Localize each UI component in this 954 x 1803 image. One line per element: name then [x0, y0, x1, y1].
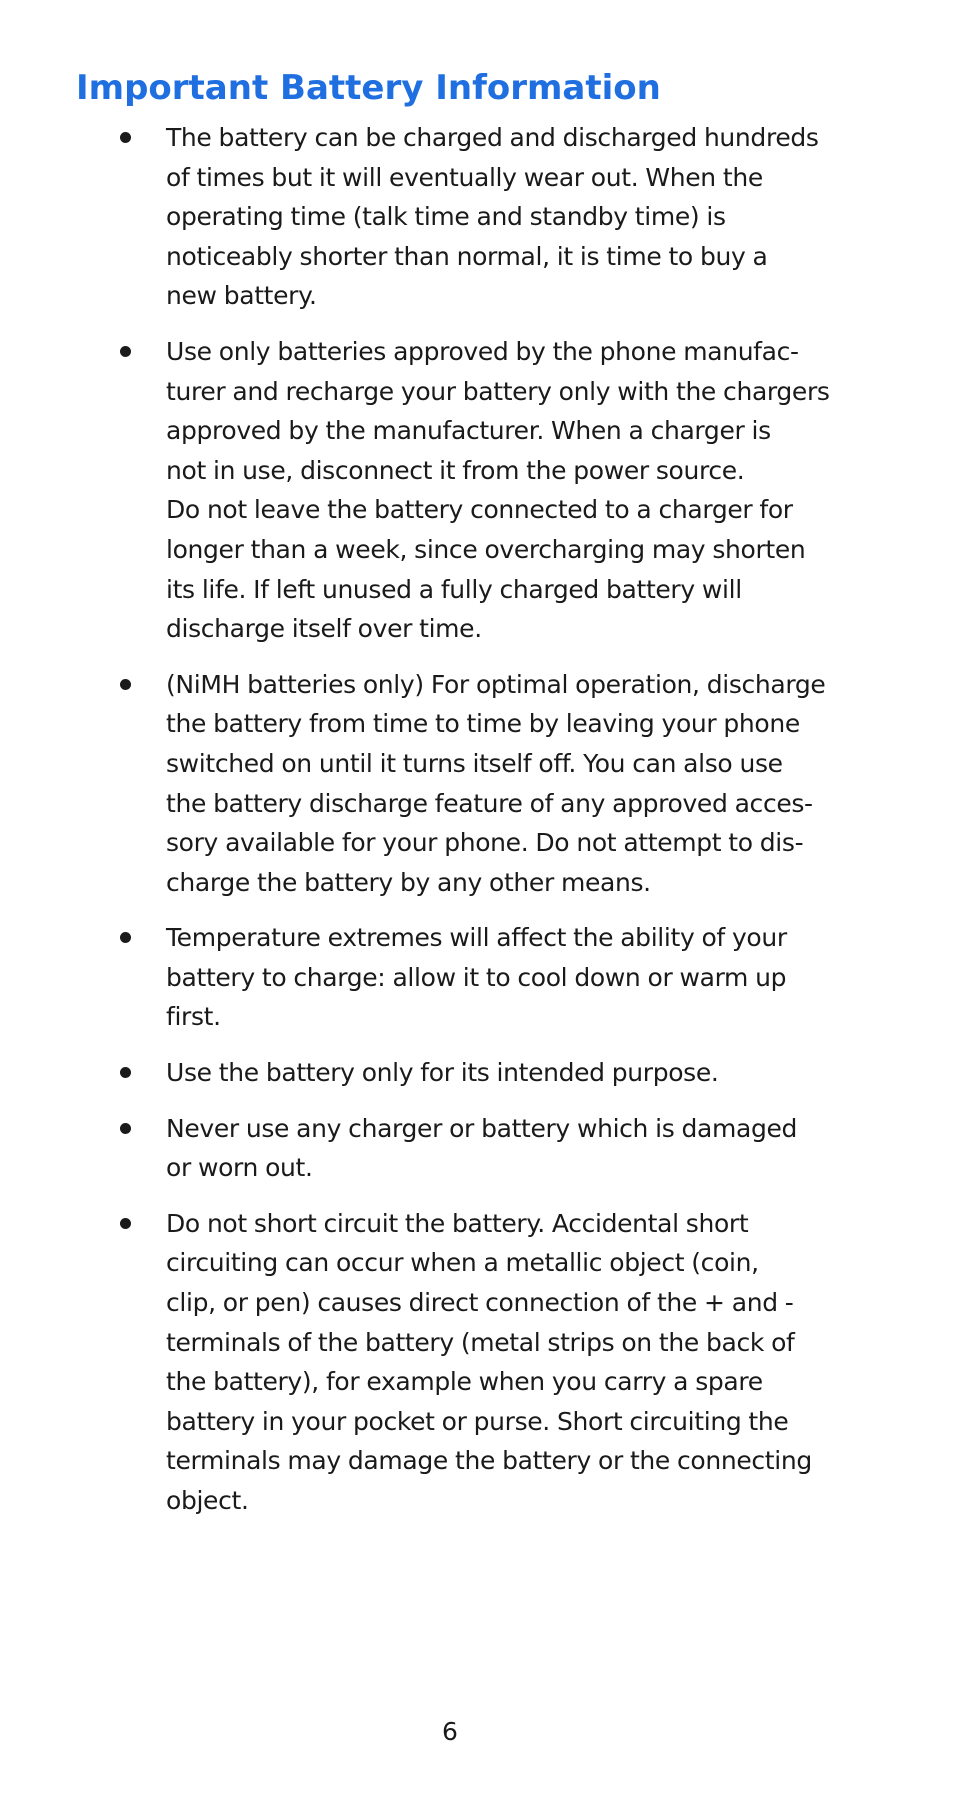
- text-line: Do not short circuit the battery. Accidental short: [166, 1208, 749, 1238]
- text-line: Never use any charger or battery which is damaged: [166, 1113, 798, 1143]
- text-line: Use only batteries approved by the phone manufac-: [166, 336, 799, 366]
- list-item-text: [166, 1109, 832, 1188]
- list-item-text: [166, 918, 832, 1037]
- text-line: terminals may damage the battery or the connecting: [166, 1446, 812, 1476]
- text-line: new battery.: [166, 281, 317, 311]
- list-item-text: [166, 1204, 832, 1521]
- text-line: the battery), for example when you carry a spare: [166, 1367, 763, 1397]
- text-line: of times but it will eventually wear out. When the: [166, 162, 763, 192]
- text-line: first.: [166, 1002, 221, 1032]
- text-line: (NiMH batteries only) For optimal operation, discharge: [166, 669, 826, 699]
- list-item: [0, 1053, 954, 1093]
- text-line: Use the battery only for its intended purpose.: [166, 1058, 719, 1088]
- text-line: switched on until it turns itself off. You can also use: [166, 748, 783, 778]
- page-number: 6: [442, 1717, 458, 1746]
- text-line: its life. If left unused a fully charged battery will: [166, 574, 742, 604]
- list-item: [0, 332, 954, 649]
- list-item: [0, 665, 954, 903]
- text-line: charge the battery by any other means.: [166, 867, 651, 897]
- text-line: the battery from time to time by leaving your phone: [166, 709, 800, 739]
- text-line: Do not leave the battery connected to a charger for: [166, 495, 793, 525]
- text-line: operating time (talk time and standby time) is: [166, 202, 726, 232]
- text-line: circuiting can occur when a metallic object (coin,: [166, 1248, 759, 1278]
- text-line: Temperature extremes will affect the ability of your: [166, 923, 787, 953]
- page-title: Important Battery Information: [76, 68, 661, 108]
- list-item: [0, 118, 954, 316]
- text-line: or worn out.: [166, 1153, 313, 1183]
- text-line: object.: [166, 1486, 249, 1515]
- text-line: approved by the manufacturer. When a charger is: [166, 416, 771, 446]
- text-line: battery to charge: allow it to cool down or warm up: [166, 962, 787, 992]
- text-line: battery in your pocket or purse. Short circuiting the: [166, 1406, 789, 1436]
- text-line: discharge itself over time.: [166, 614, 482, 644]
- text-line: turer and recharge your battery only with the chargers: [166, 376, 830, 406]
- list-item-text: [166, 118, 832, 316]
- text-line: noticeably shorter than normal, it is time to buy a: [166, 241, 768, 271]
- list-item: [0, 1204, 954, 1521]
- text-line: not in use, disconnect it from the power source.: [166, 455, 745, 485]
- text-line: The battery can be charged and discharged hundreds: [166, 123, 819, 152]
- list-item-text: [166, 665, 832, 903]
- list-item-text: [166, 1053, 832, 1093]
- text-line: the battery discharge feature of any approved acces-: [166, 788, 813, 818]
- text-line: clip, or pen) causes direct connection of the + and -: [166, 1288, 794, 1318]
- text-line: terminals of the battery (metal strips on the back of: [166, 1327, 795, 1357]
- text-line: longer than a week, since overcharging may shorten: [166, 534, 806, 564]
- text-line: sory available for your phone. Do not attempt to dis-: [166, 828, 804, 858]
- list-item-text: [166, 332, 832, 649]
- list-item: [0, 918, 954, 1037]
- list-item: [0, 1109, 954, 1188]
- battery-info-list: [0, 118, 954, 1537]
